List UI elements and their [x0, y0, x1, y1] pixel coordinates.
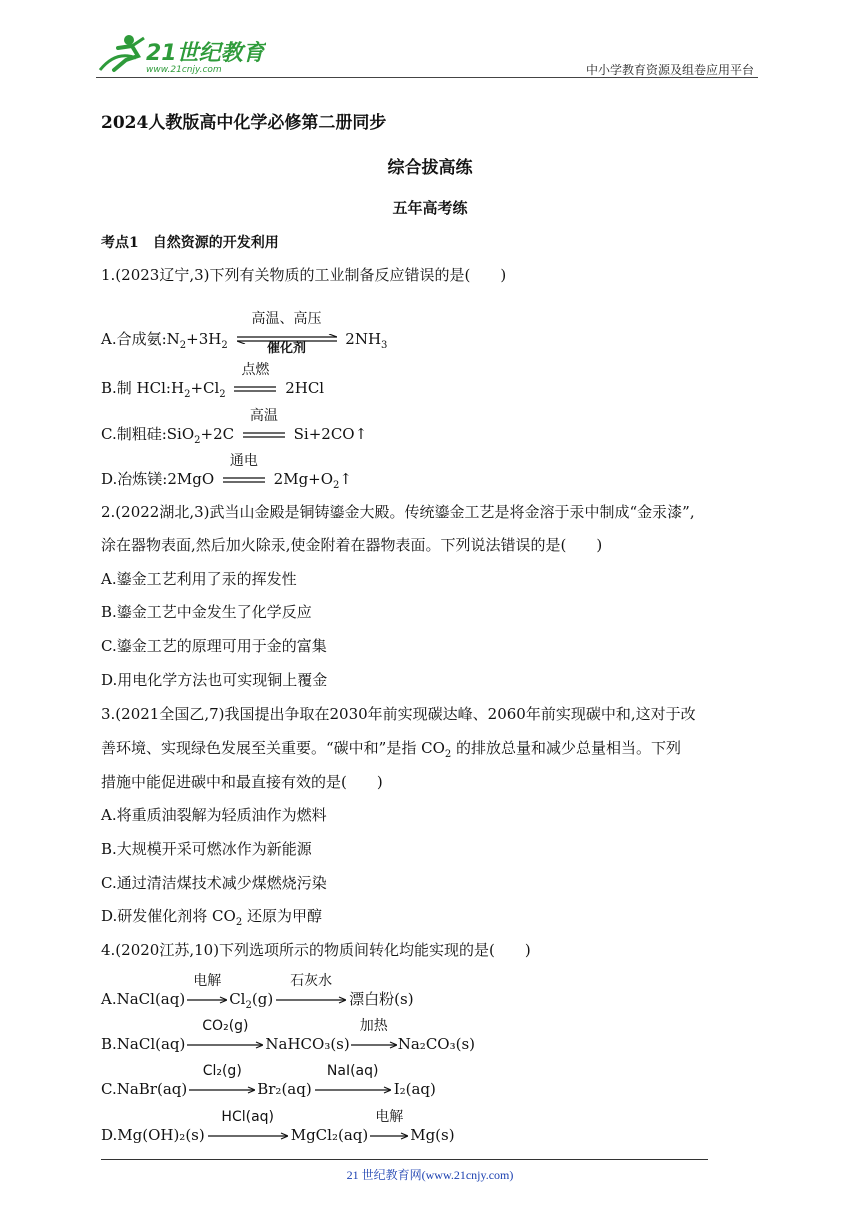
footer-link[interactable]: 21 世纪教育网(www.21cnjy.com) [346, 1168, 514, 1182]
equals-sign: 通电 [229, 453, 258, 469]
q1-option-b: B.制 $HCl:H_2+Cl_2$ 点燃 2HCl [101, 362, 325, 400]
q2-option-d: D.用电化学方法也可实现铜上覆金 [101, 671, 328, 689]
document-title: 2024人教版高中化学必修第二册同步 [101, 113, 387, 133]
q2-stem-line2: 涂在器物表面,然后加火除汞,使金附着在器物表面。下列说法错误的是( ) [101, 536, 603, 554]
q1-option-c: C.制粗硅:SiO$_2$+2C 高温 Si+2CO↑ [101, 408, 368, 446]
header-divider [96, 77, 758, 78]
platform-text: 中小学教育资源及组卷应用平台 [585, 63, 754, 77]
q3-option-a: A.将重质油裂解为轻质油作为燃料 [101, 806, 327, 824]
q1-stem: 1.(2023辽宁,3)下列有关物质的工业制备反应错误的是( ) [101, 266, 507, 284]
q3-stem-line3: 措施中能促进碳中和最直接有效的是( ) [101, 773, 383, 791]
section-title: 综合拔高练 [387, 158, 473, 178]
arrow: HCl(aq) [208, 1132, 288, 1140]
q3-stem-line2: 善环境、实现绿色发展至关重要。“碳中和”是指 $CO_2$ 的排放总量和减少总量相当。下列 [101, 739, 682, 760]
q4-option-c: C.NaBr(aq) Cl₂(g) Br₂(aq) NaI(aq) I₂(aq) [101, 1063, 436, 1098]
q1-a-cond-top: 高温、高压 [251, 311, 322, 327]
q3-option-c: C.通过清洁煤技术减少煤燃烧污染 [101, 874, 327, 892]
q4-option-b: B.NaCl(aq) CO₂(g) NaHCO₃(s) 加热 Na₂CO₃(s) [101, 1018, 476, 1053]
q2-stem-line1: 2.(2022湖北,3)武当山金殿是铜铸鎏金大殿。传统鎏金工艺是将金溶于汞中制成“金汞漆”, [101, 503, 695, 521]
q1-option-d: D.冶炼镁:2MgO 通电 $2Mg+O_2↑$ [101, 453, 352, 491]
arrow: CO₂(g) [187, 1041, 263, 1049]
topic-heading: 考点1 自然资源的开发利用 [101, 235, 279, 251]
svg-text:21世纪教育: 21世纪教育 [146, 41, 265, 66]
arrow: 电解 [370, 1132, 408, 1140]
logo-21cnjy [96, 30, 266, 76]
subsection-title: 五年高考练 [392, 199, 468, 217]
q3-option-b: B.大规模开采可燃冰作为新能源 [101, 840, 312, 858]
q1-a-text: A.合成氨:N [101, 330, 180, 348]
q2-option-b: B.鎏金工艺中金发生了化学反应 [101, 603, 312, 621]
arrow: 电解 [187, 996, 227, 1004]
arrow: 加热 [351, 1041, 397, 1049]
q4-option-a: A.NaCl(aq) 电解 $Cl_2(g)$ 石灰水 漂白粉(s) [101, 973, 414, 1011]
q3-stem-line1: 3.(2021全国乙,7)我国提出争取在2030年前实现碳达峰、2060年前实现碳中和,这对于改 [101, 705, 696, 723]
q2-option-c: C.鎏金工艺的原理可用于金的富集 [101, 637, 327, 655]
q4-option-d: D.Mg(OH)₂(s) HCl(aq) MgCl₂(aq) 电解 Mg(s) [101, 1109, 455, 1144]
arrow: Cl₂(g) [189, 1086, 255, 1094]
equals-sign: 高温 [249, 408, 278, 424]
q1-a-cond-bot: 催化剂 [267, 341, 307, 356]
footer-divider [101, 1159, 708, 1160]
arrow: 石灰水 [276, 996, 346, 1004]
reversible-arrow [237, 311, 337, 356]
q2-option-a: A.鎏金工艺利用了汞的挥发性 [101, 570, 297, 588]
equals-sign: 点燃 [241, 362, 270, 378]
arrow: NaI(aq) [315, 1086, 391, 1094]
q1-option-a: A.合成氨$:N_2+3H_2$ 高温、高压 催化剂 $2NH_3$ [101, 311, 388, 356]
page-header [96, 30, 758, 78]
svg-text:www.21cnjy.com: www.21cnjy.com [146, 65, 222, 75]
q4-stem: 4.(2020江苏,10)下列选项所示的物质间转化均能实现的是( ) [101, 941, 531, 959]
q3-option-d: D.研发催化剂将 $CO_2$ 还原为甲醇 [101, 907, 322, 928]
